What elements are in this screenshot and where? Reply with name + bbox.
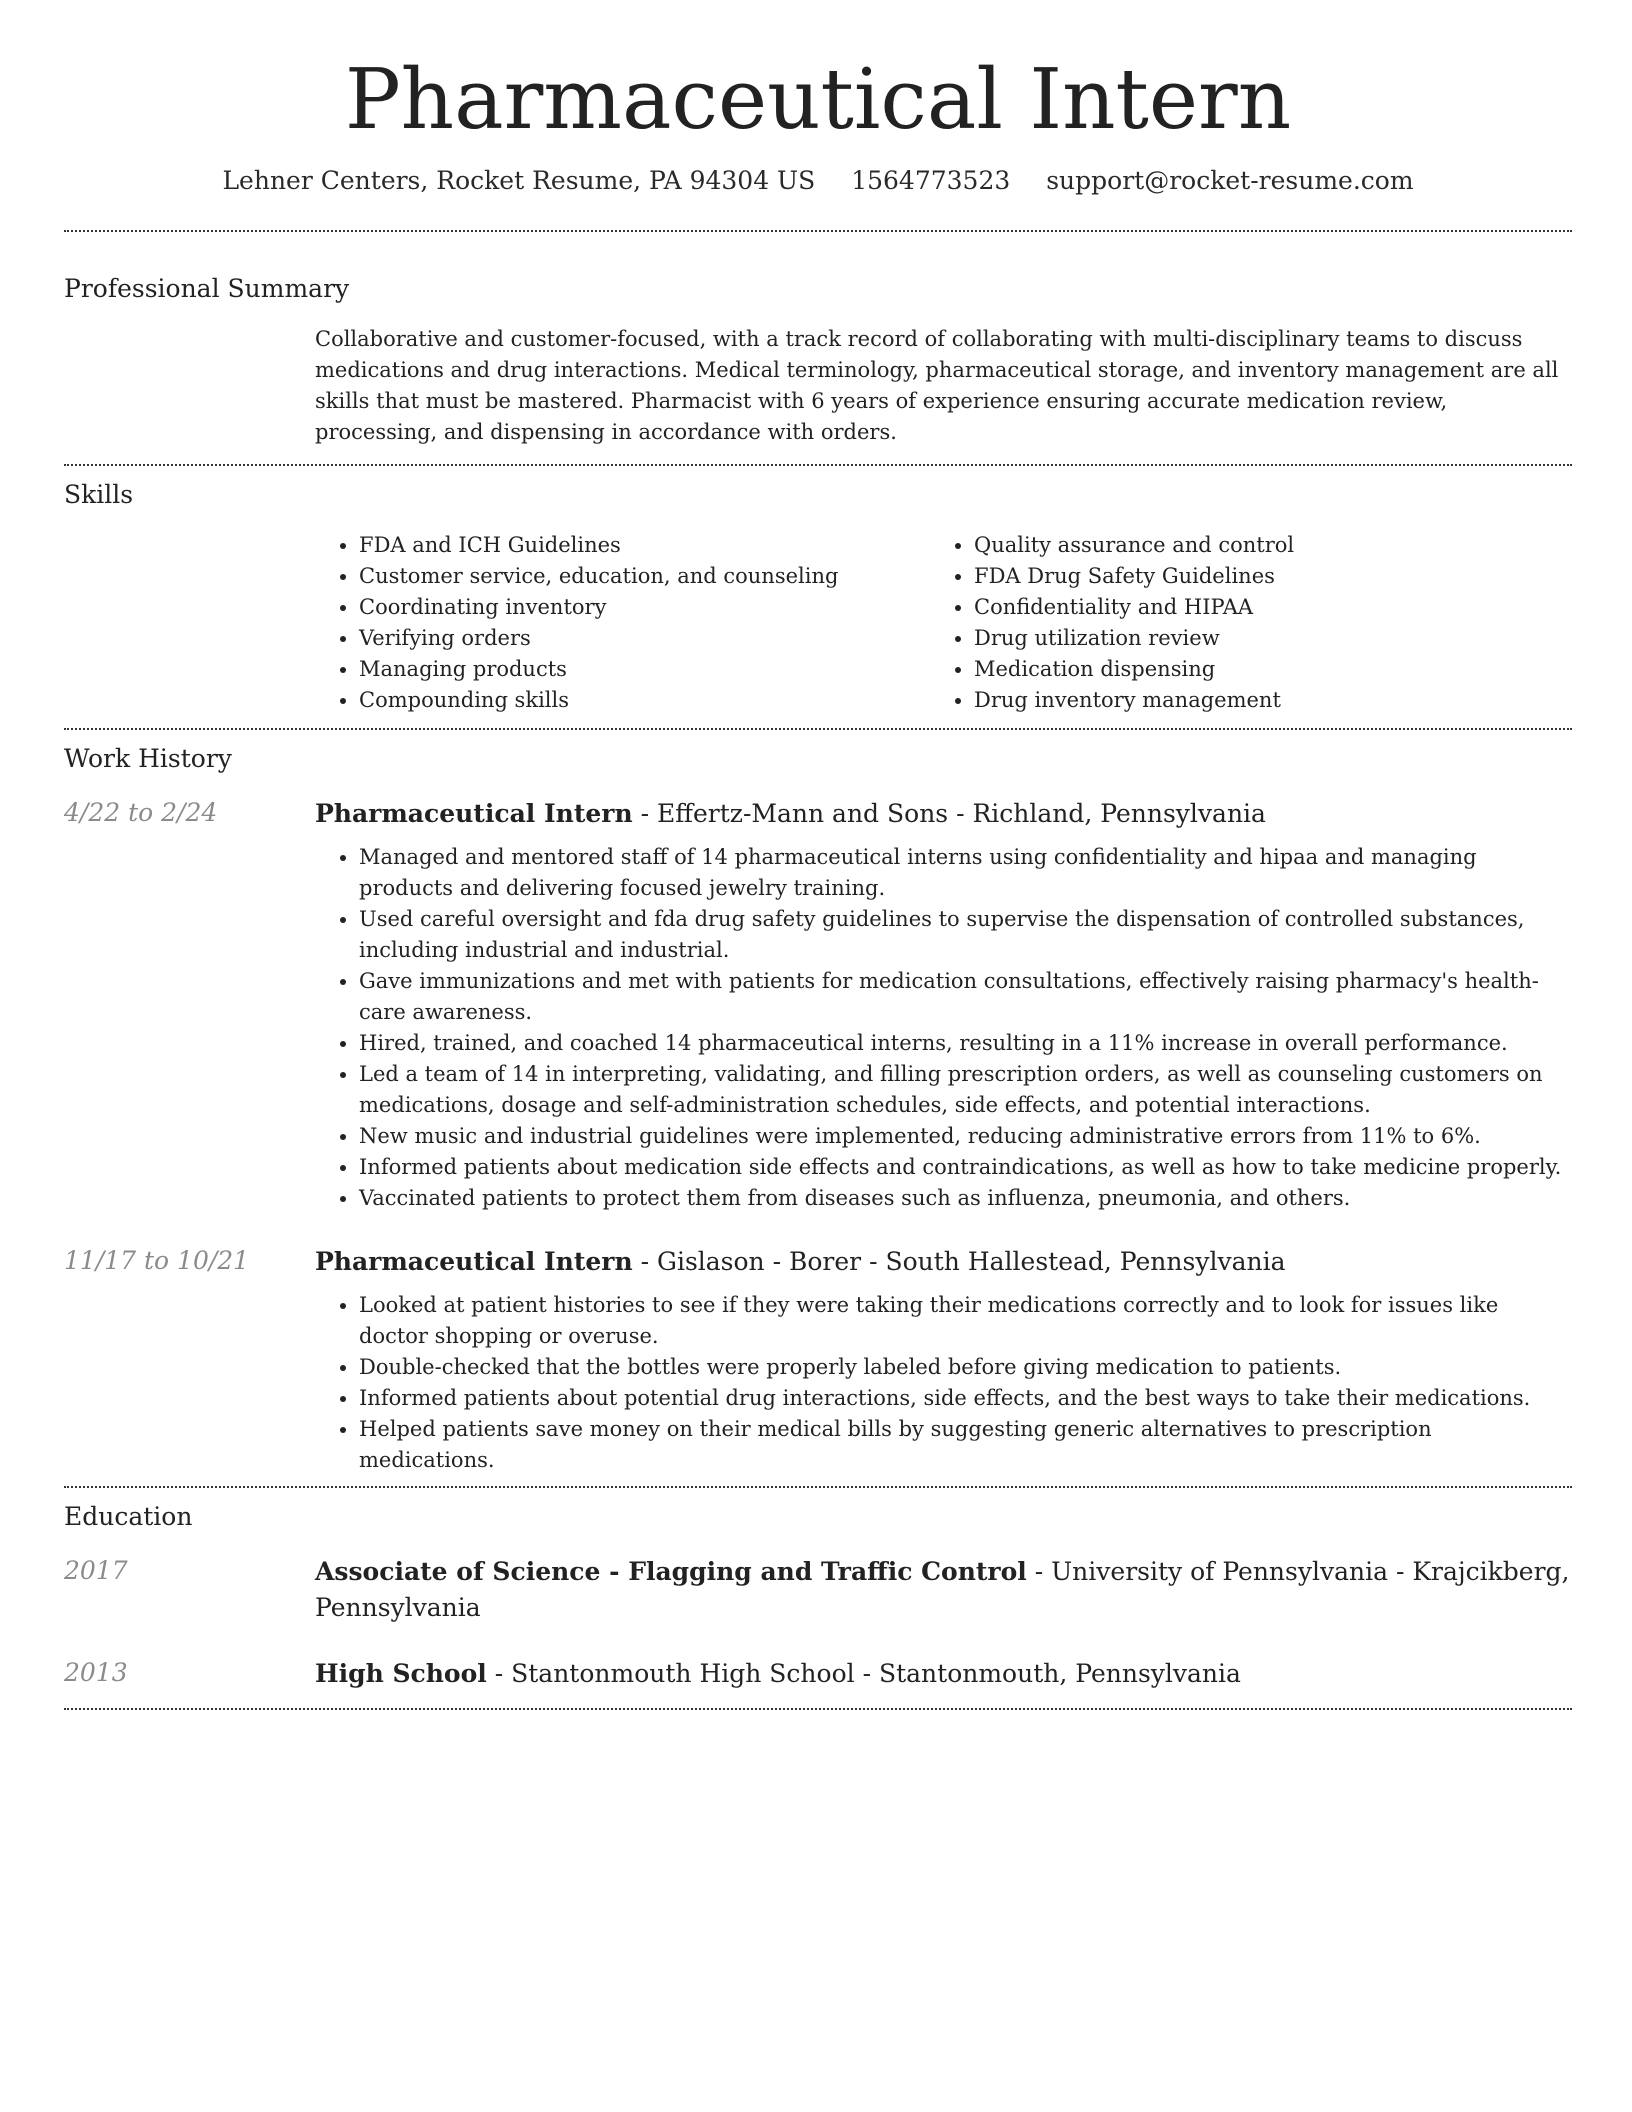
job-bullet: • Gave immunizations and met with patients for medication consultations, effectively raising pharmacy's health-care awareness. [359,966,1572,1028]
skill-item: • Confidentiality and HIPAA [974,592,1544,623]
skills-heading: Skills [64,479,134,509]
job-bullets [315,1290,1572,1476]
contact-phone: 1564773523 [851,165,1011,195]
divider [64,1708,1572,1710]
education-school: - Stantonmouth High School - Stantonmouth, Pennsylvania [486,1658,1241,1688]
page-title: Pharmaceutical Intern [344,51,1292,148]
education-degree: Associate of Science - Flagging and Traffic Control [315,1556,1027,1586]
job-bullet: • Helped patients save money on their medical bills by suggesting generic alternatives to prescription medications. [359,1414,1572,1476]
job-bullet: • New music and industrial guidelines were implemented, reducing administrative errors from 11% to 6%. [359,1121,1572,1152]
skill-item: • Verifying orders [359,623,930,654]
skills-list-right [930,530,1544,716]
work-section [64,730,1572,1476]
skill-item: • Compounding skills [359,685,930,716]
skill-item: • Coordinating inventory [359,592,930,623]
education-year: 2013 [64,1657,128,1687]
job-dates: 4/22 to 2/24 [64,797,218,827]
job-bullet: • Managed and mentored staff of 14 pharmaceutical interns using confidentiality and hipaa and managing products and delivering focused jewelry training. [359,842,1572,904]
job-entry [64,1244,1572,1476]
work-heading: Work History [64,743,232,773]
education-entry [64,1656,1572,1692]
job-bullet: • Looked at patient histories to see if they were taking their medications correctly and to look for issues like doctor shopping or overuse. [359,1290,1572,1352]
job-bullet: • Used careful oversight and fda drug safety guidelines to supervise the dispensation of controlled substances, including industrial and industrial. [359,904,1572,966]
education-entry [64,1554,1572,1626]
job-bullet: • Double-checked that the bottles were properly labeled before giving medication to patients. [359,1352,1572,1383]
contact-line [64,164,1572,198]
job-bullet: • Informed patients about medication side effects and contraindications, as well as how to take medicine properly. [359,1152,1572,1183]
job-title: Pharmaceutical Intern [315,1246,633,1276]
job-heading [315,1244,1572,1280]
summary-section [64,232,1572,464]
education-section [64,1488,1572,1692]
education-year: 2017 [64,1555,128,1585]
skill-item: • FDA and ICH Guidelines [359,530,930,561]
skills-list-left [315,530,930,716]
job-bullet: • Vaccinated patients to protect them from diseases such as influenza, pneumonia, and others. [359,1183,1572,1214]
skill-item: • FDA Drug Safety Guidelines [974,561,1544,592]
education-school: - University of Pennsylvania - Krajcikberg, Pennsylvania [315,1556,1570,1622]
skill-item: • Medication dispensing [974,654,1544,685]
education-heading: Education [64,1501,193,1531]
job-bullet: • Led a team of 14 in interpreting, validating, and filling prescription orders, as well as counseling customers on medications, dosage and self-administration schedules, side effects, and potential interactions. [359,1059,1572,1121]
education-heading-line [315,1656,1572,1692]
job-bullet: • Informed patients about potential drug interactions, side effects, and the best ways to take their medications. [359,1383,1572,1414]
job-dates: 11/17 to 10/21 [64,1245,250,1275]
skill-item: • Quality assurance and control [974,530,1544,561]
job-entry [64,796,1572,1214]
skill-item: • Customer service, education, and counseling [359,561,930,592]
education-degree: High School [315,1658,487,1688]
job-bullet: • Hired, trained, and coached 14 pharmaceutical interns, resulting in a 11% increase in overall performance. [359,1028,1572,1059]
job-title: Pharmaceutical Intern [315,798,633,828]
job-employer: - Gislason - Borer - South Hallestead, Pennsylvania [632,1246,1286,1276]
skill-item: • Managing products [359,654,930,685]
skill-item: • Drug inventory management [974,685,1544,716]
summary-heading: Professional Summary [64,273,350,303]
contact-email: support@rocket-resume.com [1046,165,1414,195]
resume-page [64,0,1572,1710]
skills-columns [315,512,1572,728]
skill-item: • Drug utilization review [974,623,1544,654]
contact-address: Lehner Centers, Rocket Resume, PA 94304 US [222,165,816,195]
education-heading-line [315,1554,1572,1626]
summary-text: Collaborative and customer-focused, with a track record of collaborating with multi-disciplinary teams to discuss medications and drug interactions. Medical terminology, pharmaceutical storage, and inventory management are all skills that must be mastered. Pharmacist with 6 years of experience ensuring accurate medication review, processing, and dispensing in accordance with orders. [315,326,1559,444]
job-heading [315,796,1572,832]
job-employer: - Effertz-Mann and Sons - Richland, Pennsylvania [632,798,1266,828]
job-bullets [315,842,1572,1214]
skills-section [64,466,1572,728]
